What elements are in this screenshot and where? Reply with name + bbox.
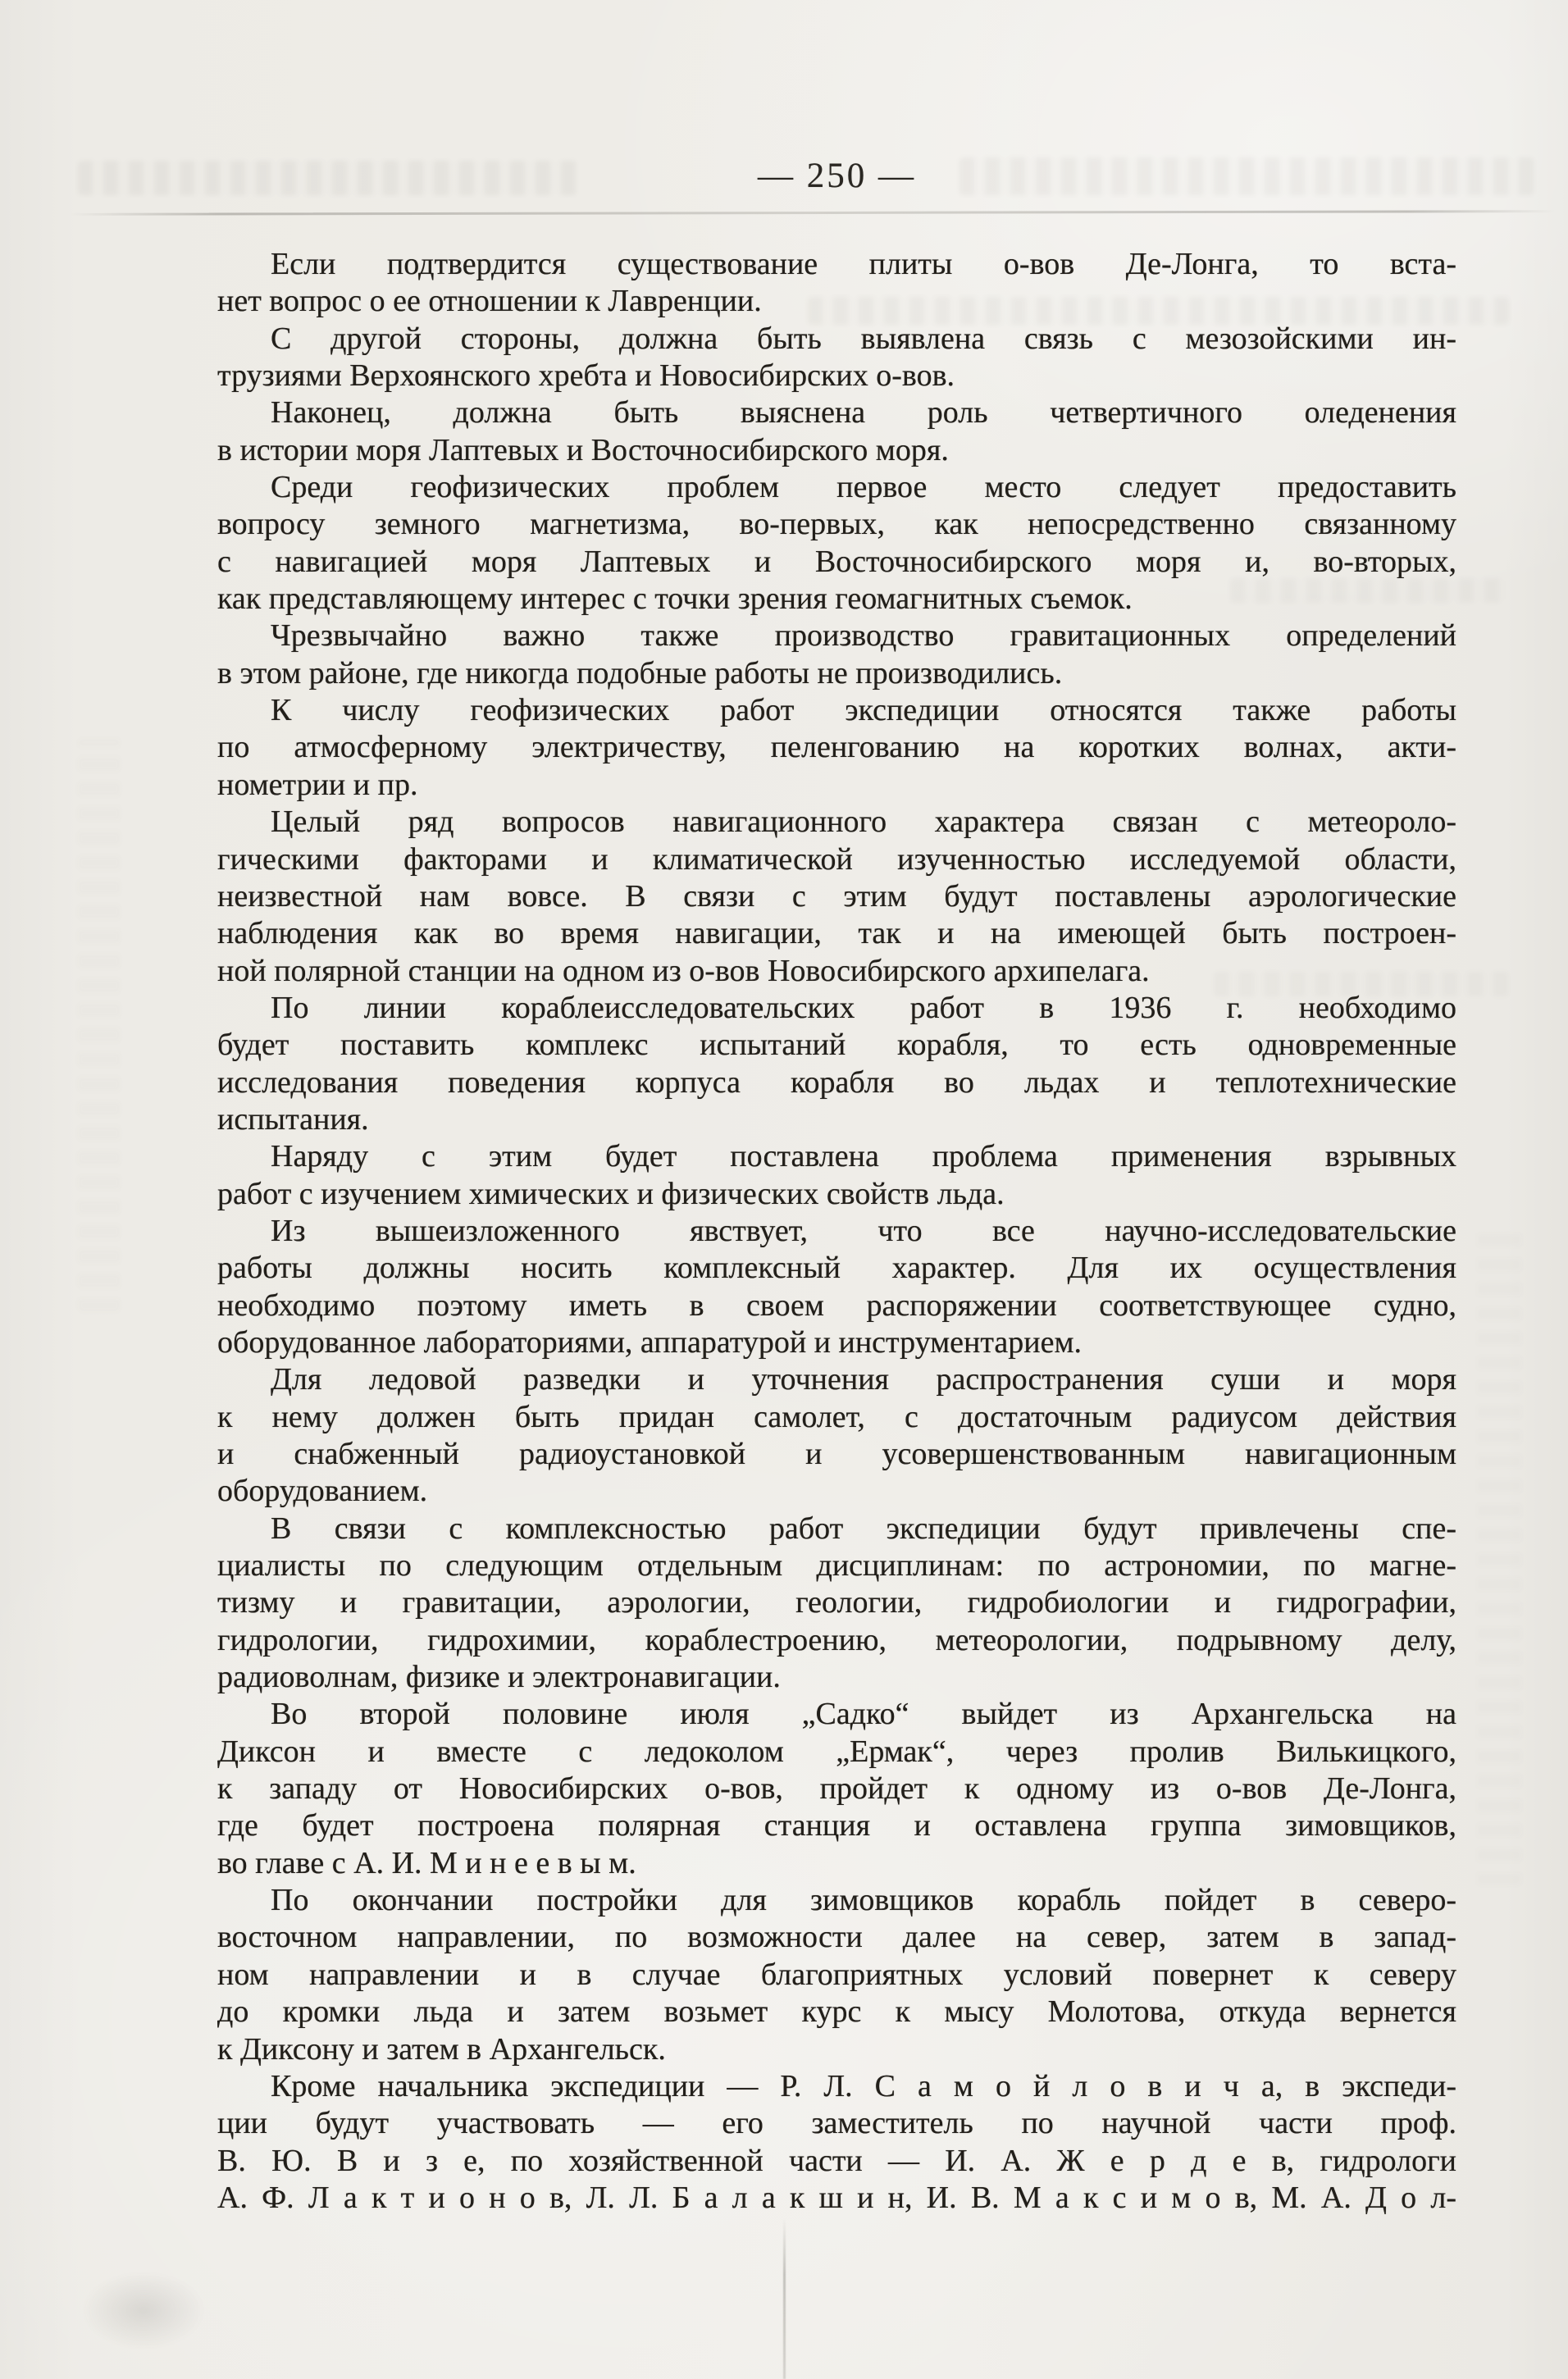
text-line: Из вышеизложенного явствует, что все научно-исследовательские	[271, 1213, 1456, 1248]
text-line: Для ледовой разведки и уточнения распространения суши и моря	[271, 1362, 1456, 1397]
text-line: Целый ряд вопросов навигационного характера связан с метеороло-	[271, 804, 1456, 840]
text-line: По линии кораблеисследовательских работ в 1936 г. необходимо	[271, 990, 1456, 1025]
text-line: Наряду с этим будет поставлена проблема применения взрывных	[271, 1139, 1456, 1174]
bleed-through-artifact	[1476, 1230, 1522, 1886]
text-line: к западу от Новосибирских о-вов, пройдет к одному из о-вов Де-Лонга,	[217, 1771, 1456, 1807]
text-line: к нему должен быть придан самолет, с достаточным радиусом действия	[217, 1399, 1456, 1434]
text-line: к Диксону и затем в Архангельск.	[217, 2031, 666, 2067]
text-line: и снабженный радиоустановкой и усовершенствованным навигационным	[217, 1437, 1456, 1471]
text-line: циалисты по следующим отдельным дисциплинам: по астрономии, по магне-	[217, 1548, 1456, 1584]
text-line: ной полярной станции на одном из о-вов Новосибирского архипелага.	[217, 953, 1150, 988]
text-line: Чрезвычайно важно также производство гравитационных определений	[271, 618, 1456, 654]
text-line: ции будут участвовать — его заместитель по научной части проф.	[217, 2106, 1456, 2141]
text-line: оборудованное лабораториями, аппаратурой и инструментарием.	[217, 1324, 1083, 1360]
text-line: нет вопрос о ее отношении к Лавренции.	[217, 284, 762, 319]
text-line: во главе с А. И. М и н е е в ы м.	[217, 1845, 636, 1880]
text-line: гидрологии, гидрохимии, кораблестроению, метеорологии, подрывному делу,	[217, 1622, 1456, 1657]
bleed-through-artifact	[78, 738, 121, 1312]
text-line: оборудованием.	[217, 1474, 428, 1509]
text-line: работы должны носить комплексный характер. Для их осуществления	[217, 1251, 1456, 1286]
text-line: А. Ф. Л а к т и о н о в, Л. Л. Б а л а к ш и н, И. В. М а к с и м о в, М. А. Д о л-	[217, 2180, 1456, 2215]
text-line: будет поставить комплекс испытаний корабля, то есть одновременные	[217, 1028, 1456, 1063]
text-line: радиоволнам, физике и электронавигации.	[217, 1660, 781, 1695]
text-line: наблюдения как во время навигации, так и на имеющей быть построен-	[217, 916, 1456, 951]
text-line: трузиями Верхоянского хребта и Новосибирских о-вов.	[217, 358, 955, 394]
text-line: неизвестной нам вовсе. В связи с этим будут поставлены аэрологические	[217, 878, 1456, 914]
text-line: в этом районе, где никогда подобные работы не производились.	[217, 655, 1063, 690]
text-line: По окончании постройки для зимовщиков корабль пойдет в северо-	[271, 1883, 1456, 1918]
text-line: по атмосферному электричеству, пеленгованию на коротких волнах, акти-	[217, 730, 1456, 765]
text-line: Если подтвердится существование плиты о-вов Де-Лонга, то вста-	[271, 247, 1456, 281]
text-line: В связи с комплексностью работ экспедиции будут привлечены спе-	[271, 1511, 1456, 1546]
text-line: ном направлении и в случае благоприятных условий повернет к северу	[217, 1957, 1456, 1992]
text-line: до кромки льда и затем возьмет курс к мысу Молотова, откуда вернется	[217, 1994, 1456, 2030]
text-line: Во второй половине июля „Садко“ выйдет из Архангельска на	[271, 1697, 1456, 1732]
text-line: С другой стороны, должна быть выявлена связь с мезозойскими ин-	[271, 321, 1456, 356]
text-line: нометрии и пр.	[217, 767, 418, 802]
text-line: необходимо поэтому иметь в своем распоряжении соответствующее судно,	[217, 1287, 1456, 1323]
text-line: Диксон и вместе с ледоколом „Ермак“, через пролив Вилькицкого,	[217, 1734, 1456, 1769]
body-text	[217, 246, 1456, 2217]
text-line: как представляющему интерес с точки зрения геомагнитных съемок.	[217, 581, 1133, 617]
text-line: Наконец, должна быть выяснена роль четвертичного оледенения	[271, 395, 1456, 431]
text-line: Кроме начальника экспедиции — Р. Л. С а м о й л о в и ч а, в экспеди-	[271, 2068, 1456, 2103]
page-number: — 250 —	[758, 157, 916, 195]
text-line: вопросу земного магнетизма, во-первых, как непосредственно связанному	[217, 507, 1456, 542]
text-line: Среди геофизических проблем первое место следует предоставить	[271, 470, 1456, 505]
text-line: К числу геофизических работ экспедиции относятся также работы	[271, 693, 1456, 728]
text-line: восточном направлении, по возможности далее на север, затем в запад-	[217, 1920, 1456, 1955]
text-line: гическими факторами и климатической изученностью исследуемой области,	[217, 841, 1456, 877]
text-line: исследования поведения корпуса корабля во льдах и теплотехнические	[217, 1064, 1456, 1100]
smudge-artifact	[82, 2272, 205, 2349]
text-line: с навигацией моря Лаптевых и Восточносибирского моря и, во-вторых,	[217, 544, 1456, 579]
horizontal-crease-line	[70, 210, 1556, 216]
text-line: В. Ю. В и з е, по хозяйственной части — И. А. Ж е р д е в, гидрологи	[217, 2143, 1456, 2178]
vertical-crease-line	[783, 2218, 786, 2379]
text-line: в истории моря Лаптевых и Восточносибирского моря.	[217, 432, 949, 467]
text-line: где будет построена полярная станция и оставлена группа зимовщиков,	[217, 1808, 1456, 1843]
text-line: тизму и гравитации, аэрологии, геологии, гидробиологии и гидрографии,	[217, 1585, 1456, 1620]
text-line: работ с изучением химических и физических свойств льда.	[217, 1176, 1005, 1211]
text-line: испытания.	[217, 1101, 369, 1137]
